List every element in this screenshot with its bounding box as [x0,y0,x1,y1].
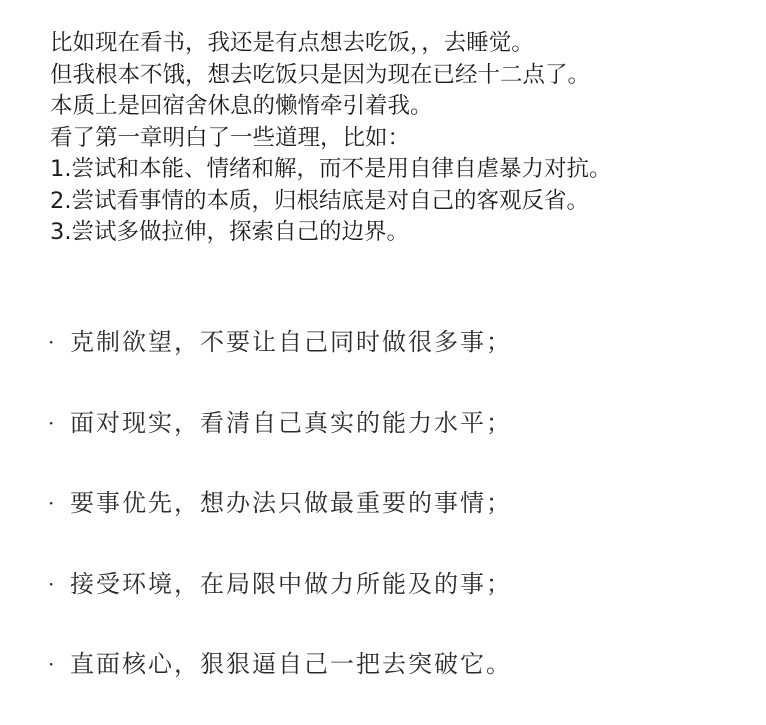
list-item-text: 直面核心，狠狠逼自己一把去突破它。 [70,650,512,678]
list-item [48,483,748,564]
note-line: 看了第一章明白了一些道理，比如： [50,124,411,151]
note-line: 比如现在看书，我还是有点想去吃饭，，去睡觉。 [50,30,534,56]
list-item [48,403,748,484]
list-item [48,564,748,645]
list-item-text: 要事优先，想办法只做最重要的事情； [70,489,512,517]
list-item [48,644,748,725]
bullet-marker: · [48,330,55,354]
note-line: 2.尝试看事情的本质，归根结底是对自己的客观反省。 [50,187,589,214]
principles-list [48,322,748,725]
note-line: 3.尝试多做拉伸，探索自己的边界。 [50,219,409,245]
list-item-text: 面对现实，看清自己真实的能力水平； [70,408,512,437]
bullet-marker: · [48,571,55,596]
note-line: 本质上是回宿舍休息的懒惰牵引着我。 [50,93,433,119]
bullet-marker: · [48,410,55,435]
bullet-marker: · [48,652,55,676]
handwritten-notes [50,28,750,249]
list-item [48,322,748,403]
list-item-text: 接受环境，在局限中做力所能及的事； [70,569,512,598]
note-line: 但我根本不饿，想去吃饭只是因为现在已经十二点了。 [50,61,591,88]
bullet-marker: · [48,491,55,515]
list-item-text: 克制欲望，不要让自己同时做很多事； [70,328,512,356]
note-line: 1.尝试和本能、情绪和解，而不是用自律自虐暴力对抗。 [50,156,612,182]
